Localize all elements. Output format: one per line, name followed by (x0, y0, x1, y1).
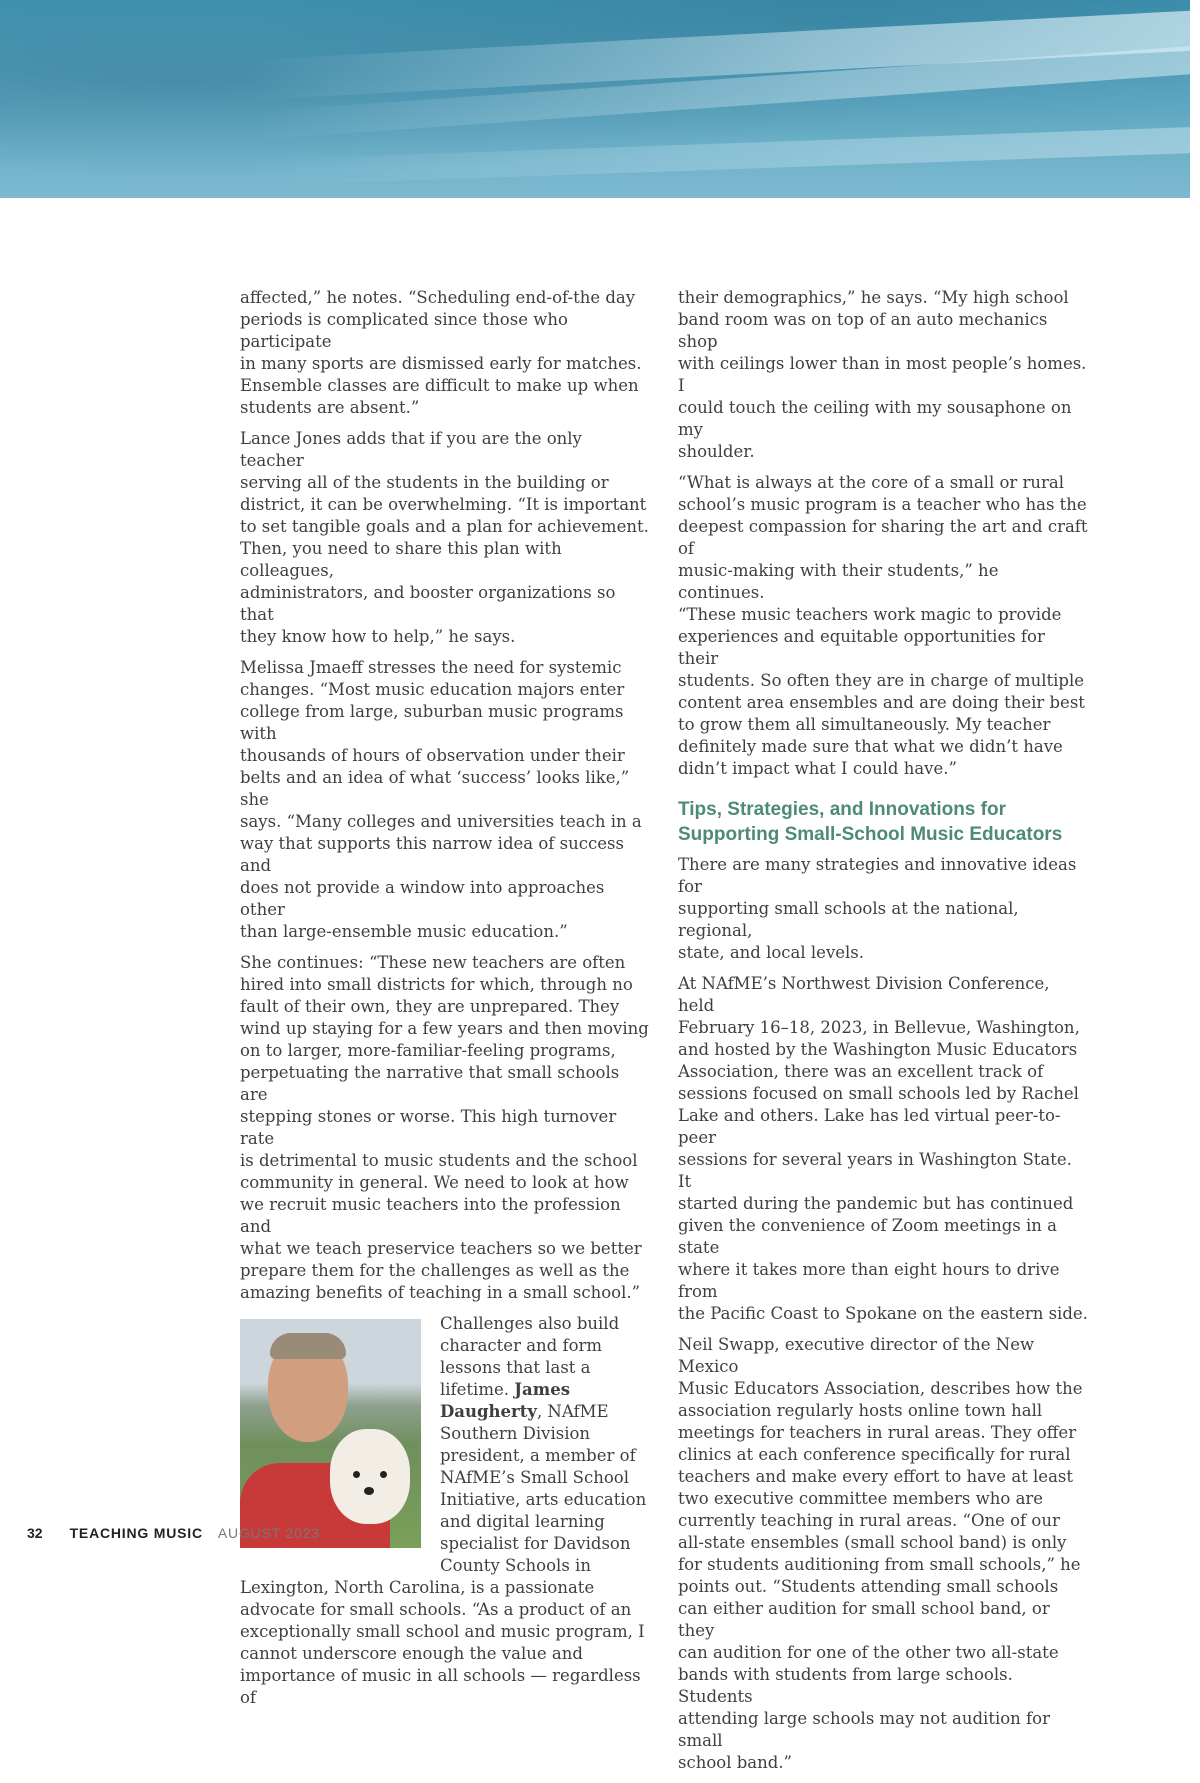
paragraph: their demographics,” he says. “My high school band room was on top of an auto mechanics shop with ceilings lower than in most people’s homes. I could touch the ceiling with my sousaphone on my shoulder. (678, 288, 1087, 461)
paragraph: Neil Swapp, executive director of the New Mexico Music Educators Association, describes how the association regularly hosts online town hall meetings for teachers in rural areas. They offer clinics at each conference specifically for rural teachers and make every effort to have at least two executive committee members who are currently teaching in rural areas. “One of our all-state ensembles (small school band) is only for students auditioning from small schools,” he points out. “Students attending small schools can either audition for small school band, or they can audition for one of the other two all-state bands with students from large schools. Students attending large schools may not audition for small school band.” (678, 1335, 1083, 1772)
photo-white-dog (330, 1429, 410, 1524)
paragraph-text: , NAfME Southern Division president, a member of NAfME’s Small School Initiative, arts education and digital learning specialist for Davidson County Schools in (440, 1402, 647, 1575)
person-name: James Daugherty (440, 1380, 570, 1421)
paragraph-continuation: Lexington, North Carolina, is a passionate advocate for small schools. “As a product of an exceptionally small school and music program, I cannot underscore enough the value and importance of music in all schools — regardless of (240, 1578, 645, 1707)
paragraph: At NAfME’s Northwest Division Conference, held February 16–18, 2023, in Bellevue, Washington, and hosted by the Washington Music Educators Association, there was an excellent track of sessions focused on small schools led by Rachel Lake and others. Lake has led virtual peer-to-peer sessions for several years in Washington State. It started during the pandemic but has continued given the convenience of Zoom meetings in a state where it takes more than eight hours to drive from the Pacific Coast to Spokane on the eastern side. (678, 974, 1088, 1323)
paragraph: There are many strategies and innovative ideas for supporting small schools at the national, regional, state, and local levels. (678, 855, 1077, 962)
section-subheading: Tips, Strategies, and Innovations for Supporting Small-School Music Educators (678, 799, 1063, 845)
paragraph-text: Challenges also build character and form lessons that last a lifetime. (440, 1314, 620, 1399)
paragraph: “What is always at the core of a small or rural school’s music program is a teacher who has the deepest compassion for sharing the art and craft of music-making with their students,” he continues. “These music teachers work magic to provide experiences and equitable opportunities for their students. So often they are in charge of multiple content area ensembles and are doing their best to grow them all simultaneously. My teacher definitely made sure that what we didn’t have didn’t impact what I could have.” (678, 473, 1088, 778)
right-text-column (678, 287, 1088, 1783)
header-banner-image (0, 0, 1190, 198)
paragraph: Lance Jones adds that if you are the only teacher serving all of the students in the building or district, it can be overwhelming. “It is important to set tangible goals and a plan for achievement. Then, you need to share this plan with colleagues, administrators, and booster organizations so that they know how to help,” he says. (240, 429, 649, 646)
wrapped-paragraph (440, 1313, 650, 1577)
paragraph: She continues: “These new teachers are often hired into small districts for which, through no fault of their own, they are unprepared. They wind up staying for a few years and then moving on to larger, more-familiar-feeling programs, perpetuating the narrative that small schools are stepping stones or worse. This high turnover rate is detrimental to music students and the school community in general. We need to look at how we recruit music teachers into the profession and what we teach preservice teachers so we better prepare them for the challenges as well as the amazing benefits of teaching in a small school.” (240, 953, 649, 1302)
page-number: 32 (27, 1525, 43, 1541)
page-footer (27, 1525, 320, 1541)
photo-dog-eye (380, 1471, 387, 1478)
left-text-column (240, 287, 650, 1718)
portrait-photo-man-with-dog (240, 1319, 421, 1548)
publication-title: TEACHING MUSIC (69, 1525, 203, 1541)
photo-hair (270, 1333, 346, 1359)
photo-dog-eye (353, 1471, 360, 1478)
paragraph: affected,” he notes. “Scheduling end-of-the day periods is complicated since those who participate in many sports are dismissed early for matches. Ensemble classes are difficult to make up when students are absent.” (240, 288, 642, 417)
paragraph: Melissa Jmaeff stresses the need for systemic changes. “Most music education majors enter college from large, suburban music programs with thousands of hours of observation under their belts and an idea of what ‘success’ looks like,” she says. “Many colleges and universities teach in a way that supports this narrow idea of success and does not provide a window into approaches other than large-ensemble music education.” (240, 658, 642, 941)
photo-dog-nose (364, 1487, 374, 1495)
issue-date: AUGUST 2023 (217, 1525, 320, 1541)
